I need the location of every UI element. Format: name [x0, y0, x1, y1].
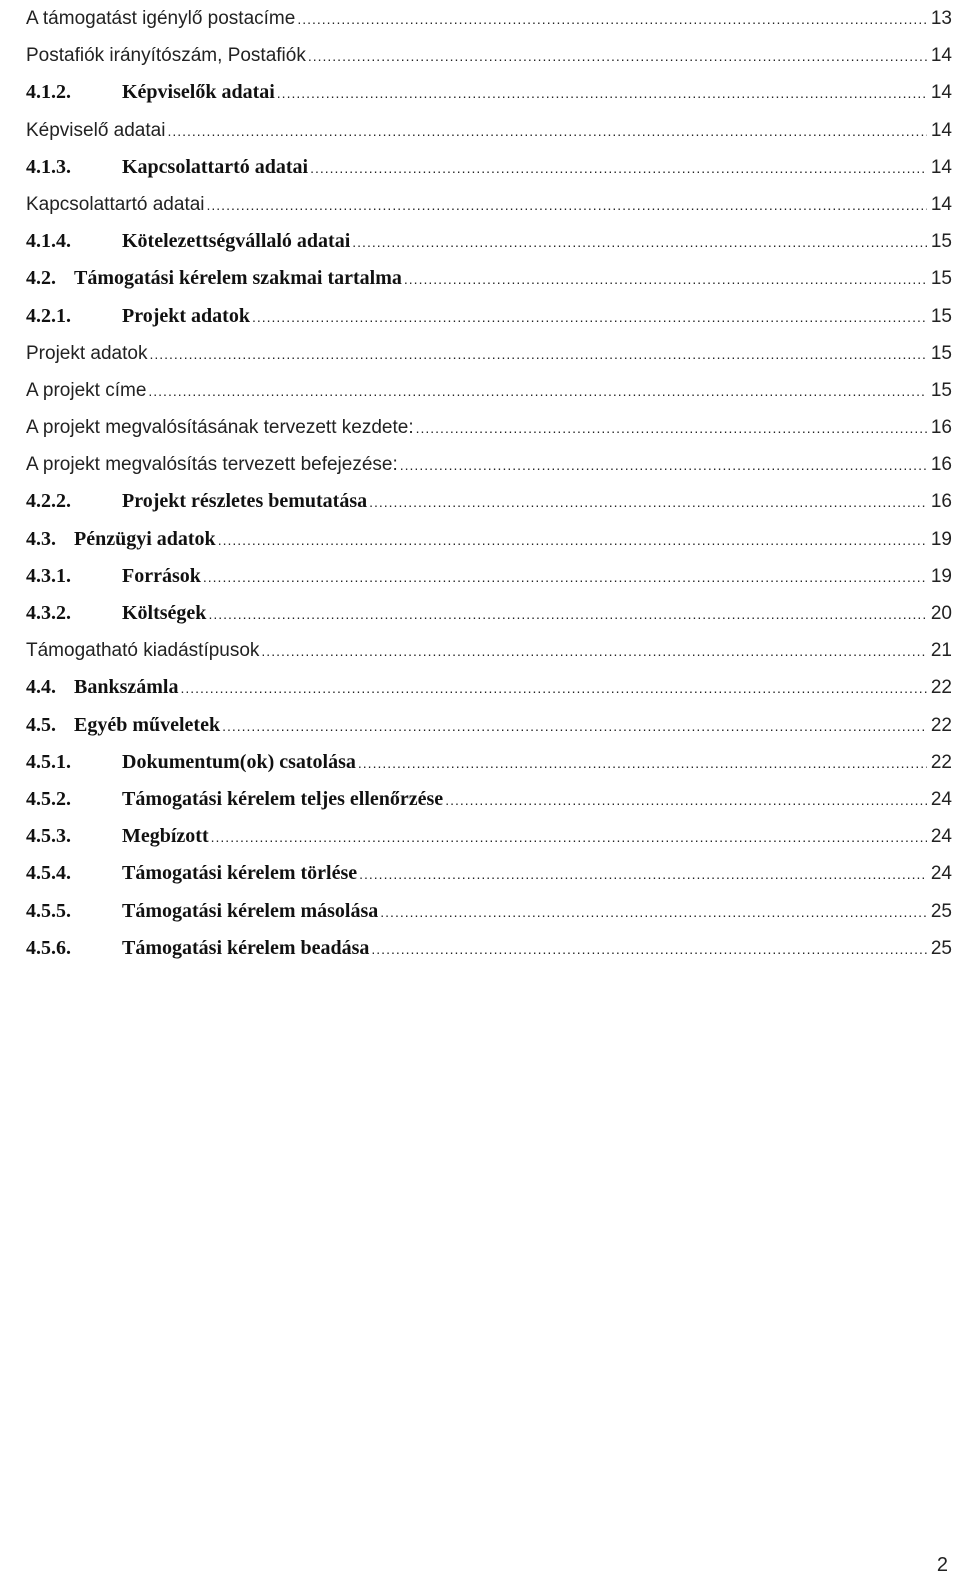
toc-entry-title: Postafiók irányítószám, Postafiók [26, 45, 306, 67]
dot-leader [308, 38, 927, 75]
toc-entry-number: 4.3.2. [26, 602, 71, 624]
toc-entry-number: 4.1.2. [26, 81, 71, 104]
toc-entry-page: 13 [930, 8, 952, 29]
toc-entry-title: Támogatási kérelem beadása [122, 936, 370, 959]
dot-leader [222, 708, 927, 745]
toc-entry[interactable] [26, 669, 952, 706]
dot-leader [252, 299, 927, 336]
toc-entry-number: 4.5.4. [26, 862, 71, 885]
dot-leader [352, 224, 927, 261]
toc-entry[interactable] [26, 335, 952, 372]
toc-entry-page: 15 [930, 342, 952, 364]
toc-entry-title: Kapcsolattartó adatai [26, 193, 205, 215]
page-number: 2 [936, 1554, 948, 1576]
toc-entry-page: 14 [930, 82, 952, 104]
toc-entry[interactable] [26, 893, 952, 930]
toc-entry[interactable] [26, 223, 952, 260]
dot-leader [380, 894, 927, 931]
toc-entry[interactable] [26, 446, 952, 483]
toc-entry-number: 4.5.1. [26, 750, 71, 773]
toc-entry-page: 15 [930, 379, 952, 401]
toc-entry-page: 22 [930, 677, 952, 699]
toc-entry-title: Projekt részletes bemutatása [122, 490, 368, 513]
toc-entry[interactable] [26, 409, 952, 446]
toc-entry-page: 19 [930, 565, 952, 587]
toc-entry[interactable] [26, 632, 952, 669]
toc-entry-number: 4.2. [26, 267, 56, 290]
dot-leader [261, 633, 927, 670]
toc-entry-title: Kapcsolattartó adatai [122, 155, 309, 178]
toc-entry-number: 4.1.3. [26, 155, 71, 178]
dot-leader [400, 447, 927, 484]
toc-entry[interactable] [26, 744, 952, 781]
toc-entry-title: Projekt adatok [26, 342, 148, 364]
toc-entry[interactable] [26, 930, 952, 967]
toc-entry[interactable] [26, 818, 952, 855]
toc-entry-title: A projekt megvalósítás tervezett befejezése: [26, 454, 398, 476]
toc-entry-page: 24 [930, 788, 952, 810]
toc-entry-page: 22 [930, 751, 952, 773]
toc-entry-page: 25 [930, 900, 952, 922]
dot-leader [297, 1, 927, 38]
dot-leader [416, 410, 927, 447]
toc-entry-number: 4.2.1. [26, 304, 71, 327]
toc-entry-title: Projekt adatok [122, 304, 250, 327]
dot-leader [358, 745, 927, 782]
toc-entry-title: Képviselő adatai [26, 119, 166, 141]
toc-entry-number: 4.4. [26, 676, 56, 699]
dot-leader [277, 75, 927, 112]
toc-entry-title: Egyéb műveletek [74, 713, 221, 736]
toc-entry-page: 19 [930, 528, 952, 550]
toc-entry-page: 14 [930, 156, 952, 178]
toc-entry-number: 4.2.2. [26, 490, 71, 513]
toc-entry[interactable] [26, 781, 952, 818]
toc-entry[interactable] [26, 186, 952, 223]
toc-entry-number: 4.1.4. [26, 230, 71, 253]
toc-entry-page: 16 [930, 454, 952, 476]
toc-entry-number: 4.3.1. [26, 564, 71, 587]
toc-entry-number: 4.5.5. [26, 899, 71, 922]
toc-entry-page: 16 [930, 491, 952, 513]
dot-leader [208, 596, 927, 633]
toc-entry-page: 22 [930, 714, 952, 736]
toc-entry-number: 4.5. [26, 713, 56, 736]
dot-leader [445, 782, 927, 819]
toc-entry-page: 14 [930, 119, 952, 141]
toc-entry[interactable] [26, 595, 952, 632]
toc-entry-number: 4.5.2. [26, 787, 71, 810]
dot-leader [404, 261, 927, 298]
toc-entry-number: 4.5.3. [26, 825, 71, 848]
toc-entry-title: A projekt címe [26, 379, 147, 401]
toc-entry[interactable] [26, 260, 952, 297]
toc-entry[interactable] [26, 521, 952, 558]
toc-entry-title: Támogatási kérelem másolása [122, 899, 379, 922]
toc-entry-page: 20 [930, 603, 952, 624]
toc-entry[interactable] [26, 74, 952, 111]
dot-leader [180, 670, 927, 707]
toc-entry-title: Pénzügyi adatok [74, 527, 216, 550]
toc-entry-page: 15 [930, 305, 952, 327]
toc-entry-title: Támogatható kiadástípusok [26, 640, 260, 662]
toc-entry[interactable] [26, 0, 952, 37]
toc-entry-title: Megbízott [122, 825, 209, 848]
toc-entry-title: Források [122, 564, 201, 587]
toc-entry[interactable] [26, 298, 952, 335]
dot-leader [369, 484, 927, 521]
dot-leader [211, 819, 927, 856]
dot-leader [167, 113, 927, 150]
toc-entry-title: Támogatási kérelem teljes ellenőrzése [122, 787, 444, 810]
toc-entry-title: A támogatást igénylő postacíme [26, 8, 296, 29]
toc-entry-number: 4.5.6. [26, 936, 71, 959]
toc-entry-title: Képviselők adatai [122, 81, 275, 104]
toc-entry-number: 4.3. [26, 527, 56, 550]
toc-entry-title: Dokumentum(ok) csatolása [122, 750, 356, 773]
toc-entry-page: 24 [930, 863, 952, 885]
dot-leader [207, 187, 927, 224]
toc-entry[interactable] [26, 483, 952, 520]
toc-entry[interactable] [26, 855, 952, 892]
toc-entry[interactable] [26, 37, 952, 74]
toc-entry-page: 15 [930, 268, 952, 290]
dot-leader [149, 336, 927, 373]
toc-entry[interactable] [26, 112, 952, 149]
dot-leader [359, 856, 927, 893]
toc-entry-title: Támogatási kérelem szakmai tartalma [74, 267, 402, 290]
table-of-contents [26, 0, 952, 967]
dot-leader [148, 373, 927, 410]
toc-entry[interactable] [26, 707, 952, 744]
toc-entry-page: 21 [930, 640, 952, 662]
toc-entry-page: 25 [930, 937, 952, 959]
toc-entry-title: Költségek [122, 602, 207, 624]
toc-entry-title: Bankszámla [74, 676, 179, 699]
dot-leader [218, 522, 927, 559]
toc-entry-title: A projekt megvalósításának tervezett kezdete: [26, 417, 414, 439]
toc-entry[interactable] [26, 558, 952, 595]
toc-entry-page: 15 [930, 231, 952, 253]
toc-entry-page: 16 [930, 417, 952, 439]
toc-entry[interactable] [26, 372, 952, 409]
toc-entry-page: 14 [930, 45, 952, 67]
dot-leader [203, 559, 927, 596]
toc-entry-title: Kötelezettségvállaló adatai [122, 230, 351, 253]
dot-leader [310, 150, 927, 187]
toc-entry-title: Támogatási kérelem törlése [122, 862, 358, 885]
dot-leader [371, 931, 927, 968]
toc-entry-page: 24 [930, 826, 952, 848]
toc-entry[interactable] [26, 149, 952, 186]
toc-entry-page: 14 [930, 193, 952, 215]
